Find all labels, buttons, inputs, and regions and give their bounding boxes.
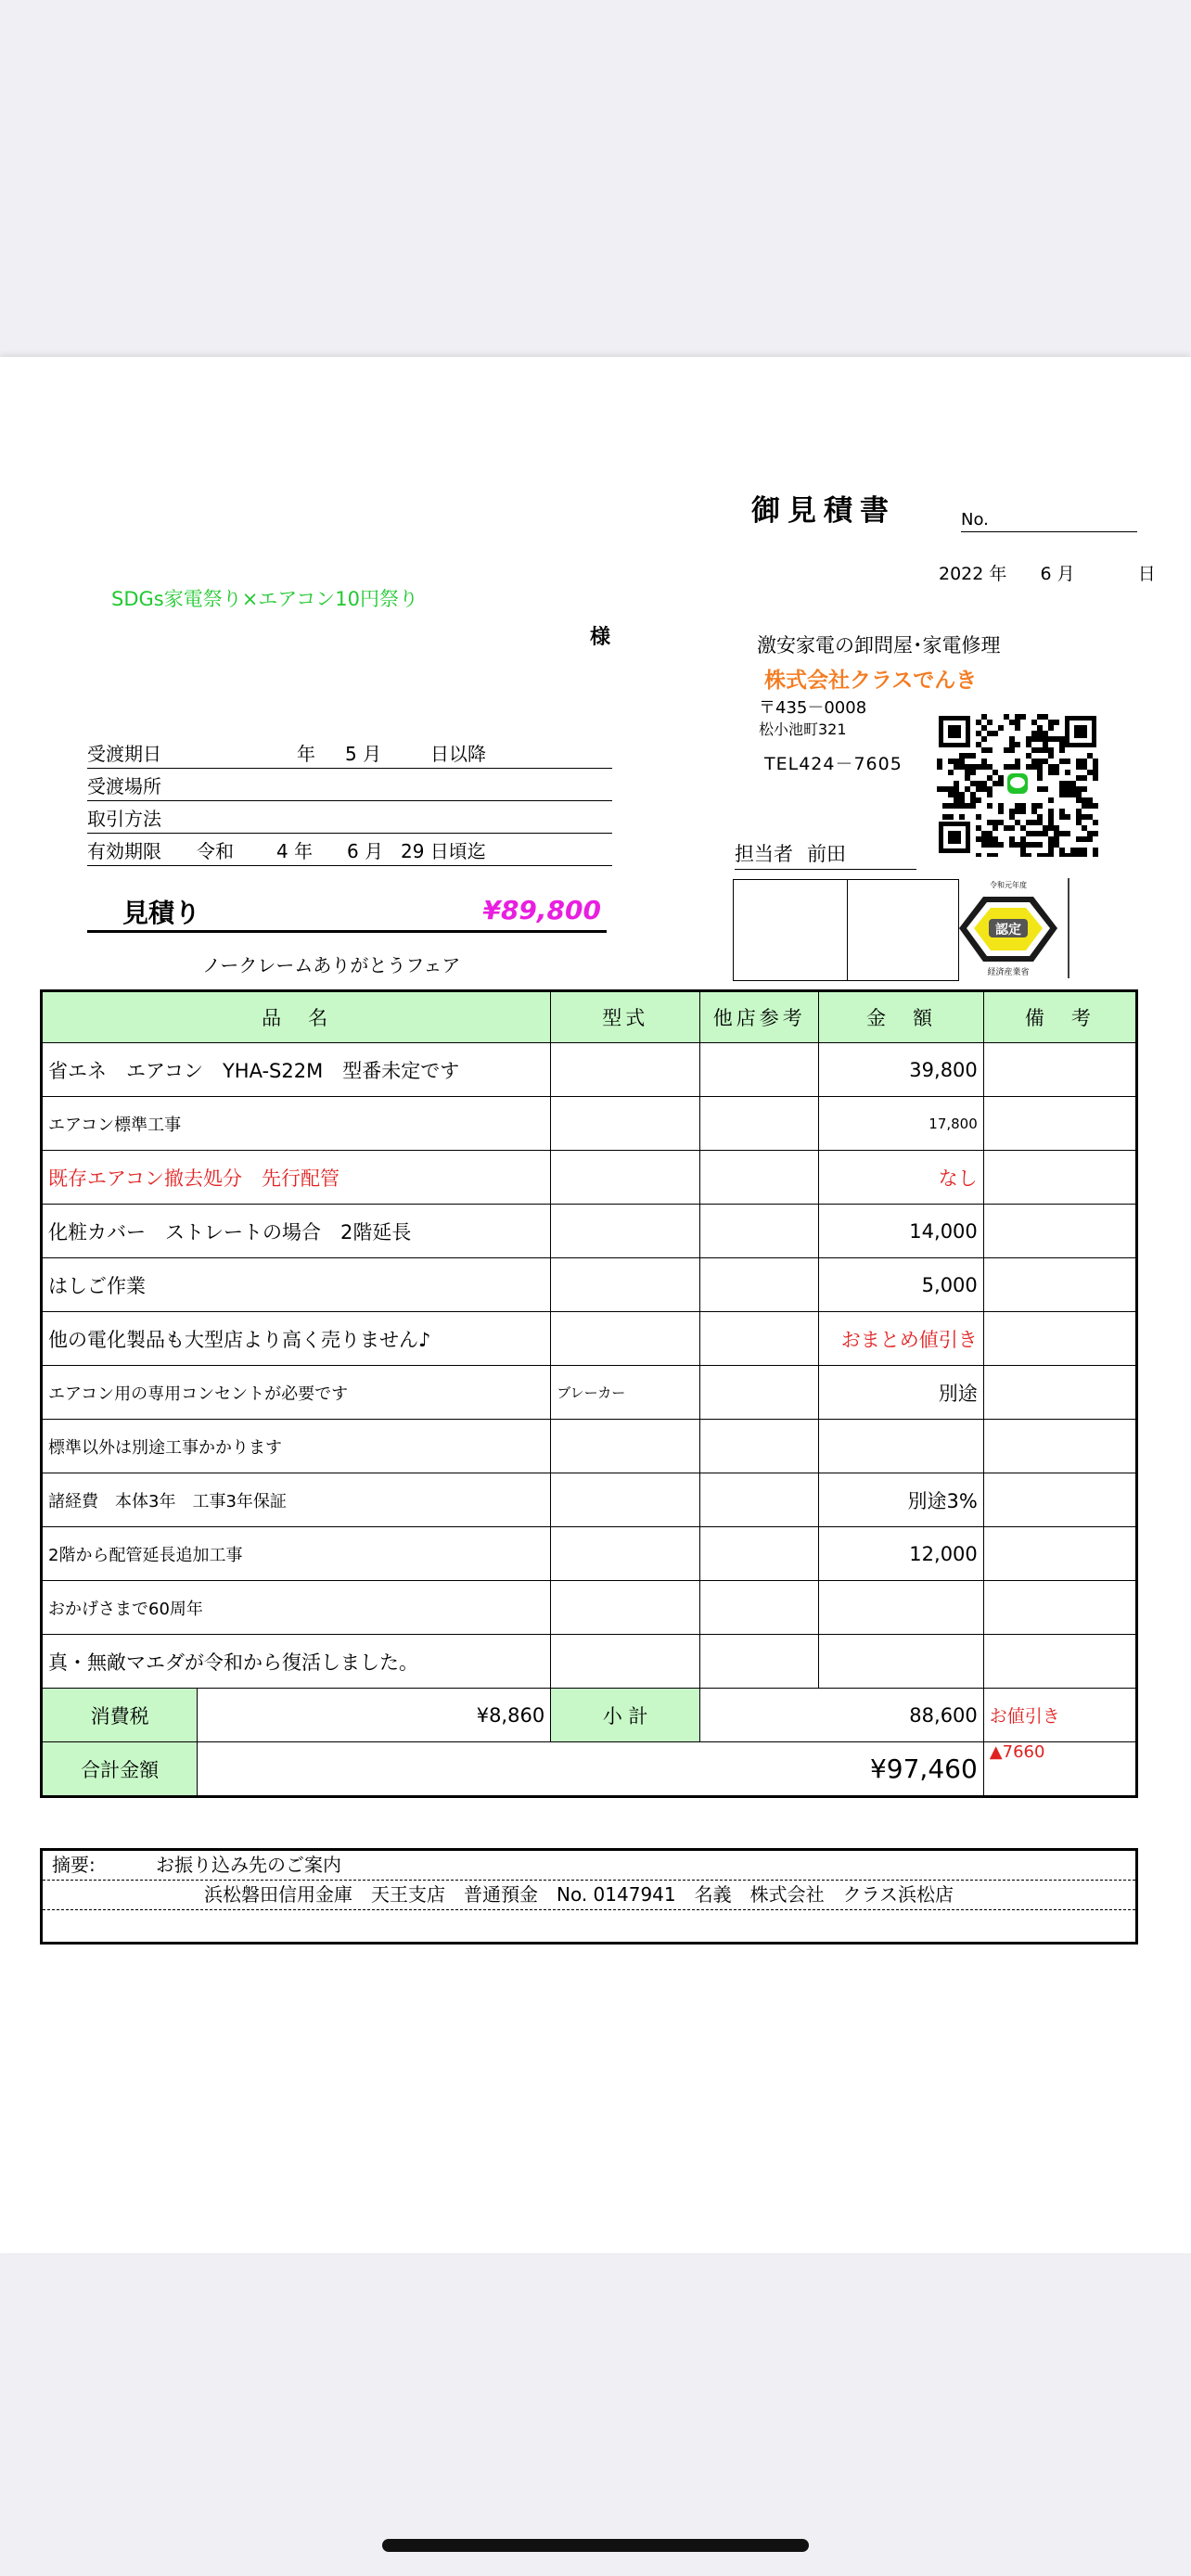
table-row — [42, 1473, 1137, 1527]
table-row — [42, 1312, 1137, 1366]
item-reference — [700, 1151, 819, 1205]
item-model — [551, 1258, 700, 1312]
table-header — [42, 991, 1137, 1043]
item-note — [983, 1258, 1136, 1312]
item-note — [983, 1420, 1136, 1473]
delivery-date-day: 日以降 — [430, 743, 486, 765]
item-reference — [700, 1527, 819, 1581]
item-model — [551, 1581, 700, 1635]
badge-year-text: 令和元年度 — [990, 881, 1027, 889]
estimate-label: 見積り — [122, 898, 201, 928]
item-name: エアコン用の専用コンセントが必要です — [42, 1366, 551, 1420]
badge-ministry-text: 経済産業省 — [987, 968, 1030, 977]
item-note — [983, 1366, 1136, 1420]
item-name: 化粧カバー ストレートの場合 2階延長 — [42, 1205, 551, 1258]
item-amount — [819, 1420, 984, 1473]
remarks-row-1 — [43, 1851, 1135, 1881]
item-reference — [700, 1258, 819, 1312]
item-name: 2階から配管延長追加工事 — [42, 1527, 551, 1581]
item-name: エアコン標準工事 — [42, 1097, 551, 1151]
item-model — [551, 1473, 700, 1527]
item-amount — [819, 1581, 984, 1635]
table-row — [42, 1151, 1137, 1205]
company-tel: TEL424－7605 — [764, 754, 903, 774]
table-row — [42, 1205, 1137, 1258]
subtotal-value: 88,600 — [700, 1689, 984, 1742]
line-qr-code — [935, 712, 1100, 857]
item-model — [551, 1312, 700, 1366]
expiry-row — [87, 837, 612, 866]
certification-badge — [955, 876, 1070, 980]
tax-value: ¥8,860 — [198, 1689, 551, 1742]
company-name: 株式会社クラスでんき — [764, 669, 978, 693]
item-reference — [700, 1420, 819, 1473]
item-reference — [700, 1043, 819, 1097]
discount-amount: ▲7660 — [983, 1742, 1136, 1797]
remarks-box — [40, 1848, 1138, 1945]
item-note — [983, 1527, 1136, 1581]
estimate-amount: ¥89,800 — [482, 895, 601, 925]
item-model — [551, 1043, 700, 1097]
item-amount: 17,800 — [819, 1097, 984, 1151]
estimate-sheet — [0, 357, 1191, 2253]
item-model — [551, 1635, 700, 1689]
badge-center-text: 認定 — [995, 923, 1021, 937]
expiry-month: 6 月 — [347, 840, 384, 862]
table-row — [42, 1097, 1137, 1151]
item-note — [983, 1635, 1136, 1689]
expiry-label: 有効期限 — [87, 840, 161, 862]
header-reference: 他店参考 — [700, 991, 819, 1043]
header-note: 備 考 — [983, 991, 1136, 1043]
item-name: 標準以外は別途工事かかります — [42, 1420, 551, 1473]
item-reference — [700, 1205, 819, 1258]
item-note — [983, 1473, 1136, 1527]
payment-method-label: 取引方法 — [87, 808, 161, 830]
item-note — [983, 1205, 1136, 1258]
item-name: 既存エアコン撤去処分 先行配管 — [42, 1151, 551, 1205]
item-name: はしご作業 — [42, 1258, 551, 1312]
document-title: 御見積書 — [751, 494, 896, 528]
item-note — [983, 1151, 1136, 1205]
date-year: 2022 年 — [939, 564, 1007, 584]
item-name: 諸経費 本体3年 工事3年保証 — [42, 1473, 551, 1527]
delivery-date-label: 受渡期日 — [87, 743, 161, 765]
item-reference — [700, 1366, 819, 1420]
delivery-place-label: 受渡場所 — [87, 775, 161, 797]
bank-details: 浜松磐田信用金庫 天王支店 普通預金 No. 0147941 名義 株式会社 クラス浜松店 — [204, 1883, 954, 1906]
remarks-row-2 — [43, 1881, 1135, 1910]
expiry-year: 4 年 — [276, 840, 314, 862]
total-row — [42, 1742, 1137, 1797]
expiry-era: 令和 — [197, 840, 234, 862]
item-amount: 別途 — [819, 1366, 984, 1420]
recipient-suffix: 様 — [590, 626, 611, 649]
item-name: 真・無敵マエダが令和から復活しました。 — [42, 1635, 551, 1689]
staff-name: 前田 — [807, 843, 846, 865]
fair-text: ノークレームありがとうフェア — [202, 954, 461, 976]
estimate-table — [40, 989, 1138, 1798]
item-amount: 39,800 — [819, 1043, 984, 1097]
delivery-date-row — [87, 740, 612, 769]
campaign-text: SDGs家電祭り×エアコン10円祭り — [111, 588, 418, 610]
item-amount: なし — [819, 1151, 984, 1205]
item-note — [983, 1312, 1136, 1366]
company-zip: 〒435－0008 — [759, 698, 867, 718]
date-month: 6 月 — [1040, 564, 1075, 584]
item-note — [983, 1097, 1136, 1151]
table-row — [42, 1420, 1137, 1473]
item-name: 省エネ エアコン YHA-S22M 型番未定です — [42, 1043, 551, 1097]
item-model: ブレーカー — [551, 1366, 700, 1420]
table-row — [42, 1366, 1137, 1420]
table-row — [42, 1043, 1137, 1097]
item-reference — [700, 1581, 819, 1635]
item-name: おかげさまで60周年 — [42, 1581, 551, 1635]
item-amount: おまとめ値引き — [819, 1312, 984, 1366]
item-reference — [700, 1312, 819, 1366]
total-value: ¥97,460 — [198, 1742, 984, 1797]
staff-label: 担当者 — [735, 843, 793, 865]
date-day: 日 — [1137, 564, 1156, 584]
table-row — [42, 1258, 1137, 1312]
item-amount: 14,000 — [819, 1205, 984, 1258]
delivery-place-row — [87, 772, 612, 801]
header-amount: 金 額 — [819, 991, 984, 1043]
item-note — [983, 1581, 1136, 1635]
item-reference — [700, 1097, 819, 1151]
stamp-boxes — [733, 879, 959, 981]
home-indicator[interactable] — [382, 2539, 809, 2552]
item-model — [551, 1097, 700, 1151]
discount-note: お値引き — [983, 1689, 1136, 1742]
item-amount: 12,000 — [819, 1527, 984, 1581]
item-reference — [700, 1473, 819, 1527]
tax-label: 消費税 — [42, 1689, 198, 1742]
item-model — [551, 1420, 700, 1473]
company-tagline: 激安家電の卸問屋･家電修理 — [757, 634, 1001, 657]
total-label: 合計金額 — [42, 1742, 198, 1797]
remarks-heading: お振り込み先のご案内 — [156, 1854, 341, 1876]
header-model: 型式 — [551, 991, 700, 1043]
item-note — [983, 1043, 1136, 1097]
table-row — [42, 1635, 1137, 1689]
remarks-label: 摘要: — [52, 1854, 96, 1876]
company-address: 松小池町321 — [759, 721, 847, 738]
item-model — [551, 1151, 700, 1205]
staff-row — [735, 839, 916, 870]
subtotal-label: 小 計 — [551, 1689, 700, 1742]
table-row — [42, 1581, 1137, 1635]
header-item-name: 品 名 — [42, 991, 551, 1043]
estimate-total-line — [87, 893, 607, 933]
delivery-date-year: 年 — [297, 743, 315, 765]
issue-date — [939, 560, 1156, 585]
item-reference — [700, 1635, 819, 1689]
item-amount: 別途3% — [819, 1473, 984, 1527]
item-model — [551, 1205, 700, 1258]
item-amount — [819, 1635, 984, 1689]
payment-method-row — [87, 805, 612, 834]
table-row — [42, 1527, 1137, 1581]
expiry-day: 29 日頃迄 — [401, 840, 486, 862]
document-number: No. — [961, 510, 1137, 532]
item-name: 他の電化製品も大型店より高く売りません♪ — [42, 1312, 551, 1366]
item-model — [551, 1527, 700, 1581]
delivery-date-month: 5 月 — [345, 743, 382, 765]
tax-subtotal-row — [42, 1689, 1137, 1742]
item-amount: 5,000 — [819, 1258, 984, 1312]
